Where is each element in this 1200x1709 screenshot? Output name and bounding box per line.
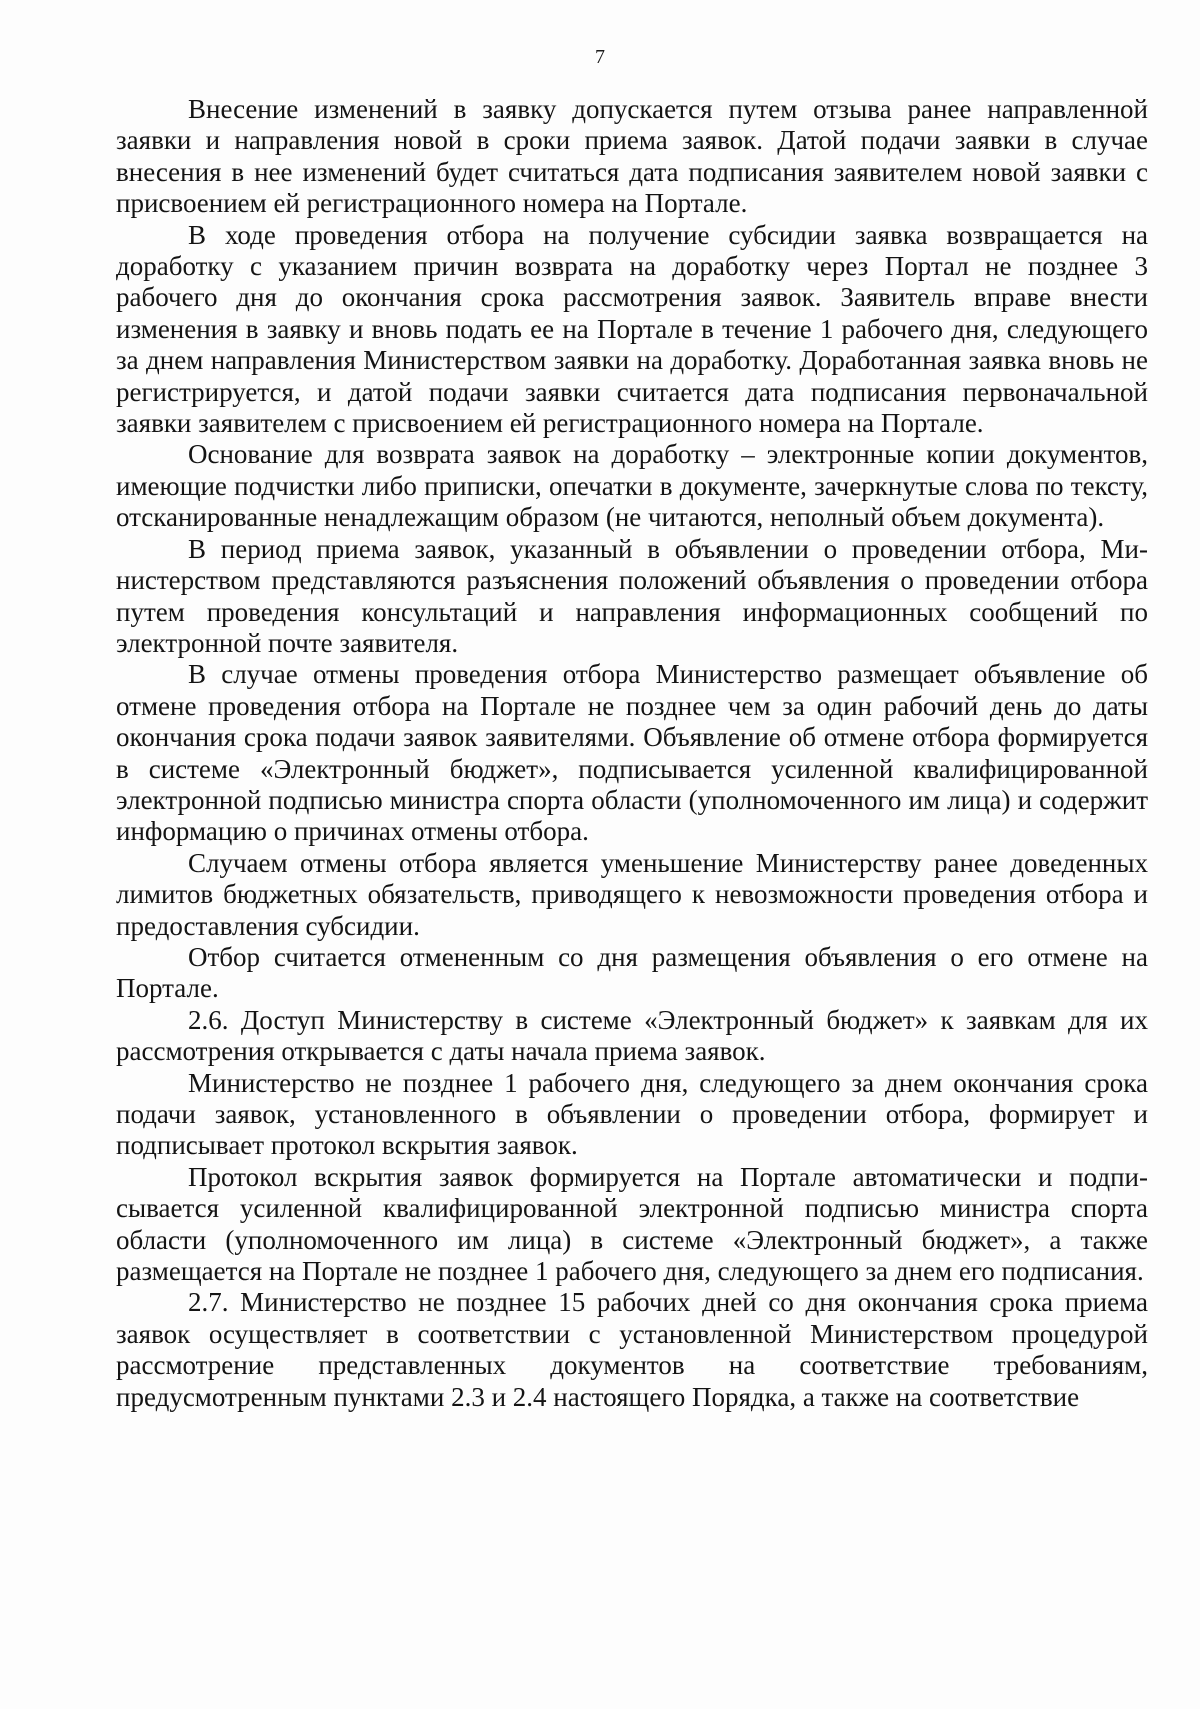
paragraph-amendment: Внесение изменений в заявку допускается путем отзыва ранее направленной заявки и направления новой в сроки приема заявок. Датой подачи заявки в случае внесения в нее изменений будет считаться дата подписания заявителем новой заявки с присвоением ей регистрационного номера на Портале. xyxy=(116,94,1148,219)
paragraph-section-2-7: 2.7. Министерство не позднее 15 рабочих дней со дня окончания срока приема заявок осуществляет в соответствии с установленной Министерством процедурой рассмотрение представленных документов на соответствие требованиям, предусмотренным пунктами 2.3 и 2.4 настоящего Порядка, а также на соответствие xyxy=(116,1287,1148,1412)
paragraph-return-for-revision: В ходе проведения отбора на получение субсидии заявка возвращается на доработку с указанием причин возврата на доработку через Портал не позднее 3 рабочего дня до окончания срока рассмотрения заявок. Заявитель вправе внести изменения в заявку и вновь подать ее на Портале в течение 1 рабочего дня, следующего за днем направления Министерством заявки на доработку. Доработанная заявка вновь не регистрируется, и датой подачи заявки считается дата подписания первоначальной заявки заявителем с присвоением ей регистрационного номера на Портале. xyxy=(116,219,1148,439)
paragraph-return-grounds: Основание для возврата заявок на доработку – электронные копии документов, имеющие подчистки либо приписки, опечатки в документе, зачеркнутые слова по тексту, отсканированные ненадлежащим образом (не читаются, неполный объем документа). xyxy=(116,439,1148,533)
paragraph-opening-protocol: Министерство не позднее 1 рабочего дня, следующего за днем окончания срока подачи заявок, установленного в объявлении о проведении отбора, формирует и подписывает протокол вскрытия заявок. xyxy=(116,1067,1148,1161)
paragraph-clarifications: В период приема заявок, указанный в объявлении о проведении отбора, Министерством представляются разъяснения положений объявления о проведении отбора путем проведения консультаций и направления информационных сообщений по электронной почте заявителя. xyxy=(116,533,1148,658)
paragraph-cancellation: В случае отмены проведения отбора Министерство размещает объявление об отмене проведения отбора на Портале не позднее чем за один рабочий день до даты окончания срока подачи заявок заявителями. Объявление об отмене отбора формируется в системе «Электронный бюджет», подписывается усиленной квалифицированной электронной подписью министра спорта области (уполномоченного им лица) и содержит информацию о причинах отмены отбора. xyxy=(116,659,1148,847)
paragraph-cancellation-case: Случаем отмены отбора является уменьшение Министерству ранее доведенных лимитов бюджетных обязательств, приводящего к невозможности проведения отбора и предоставления субсидии. xyxy=(116,847,1148,941)
page-number: 7 xyxy=(595,46,605,68)
paragraph-protocol-signing: Протокол вскрытия заявок формируется на Портале автоматически и подписывается усиленной квалифицированной электронной подписью министра спорта области (уполномоченного им лица) в системе «Электронный бюджет», а также размещается на Портале не позднее 1 рабочего дня, следующего за днем его подписания. xyxy=(116,1161,1148,1287)
document-body xyxy=(116,94,1148,1413)
paragraph-section-2-6: 2.6. Доступ Министерству в системе «Электронный бюджет» к заявкам для их рассмотрения открывается с даты начала приема заявок. xyxy=(116,1004,1148,1067)
paragraph-cancellation-effective: Отбор считается отмененным со дня размещения объявления о его отмене на Портале. xyxy=(116,941,1148,1004)
